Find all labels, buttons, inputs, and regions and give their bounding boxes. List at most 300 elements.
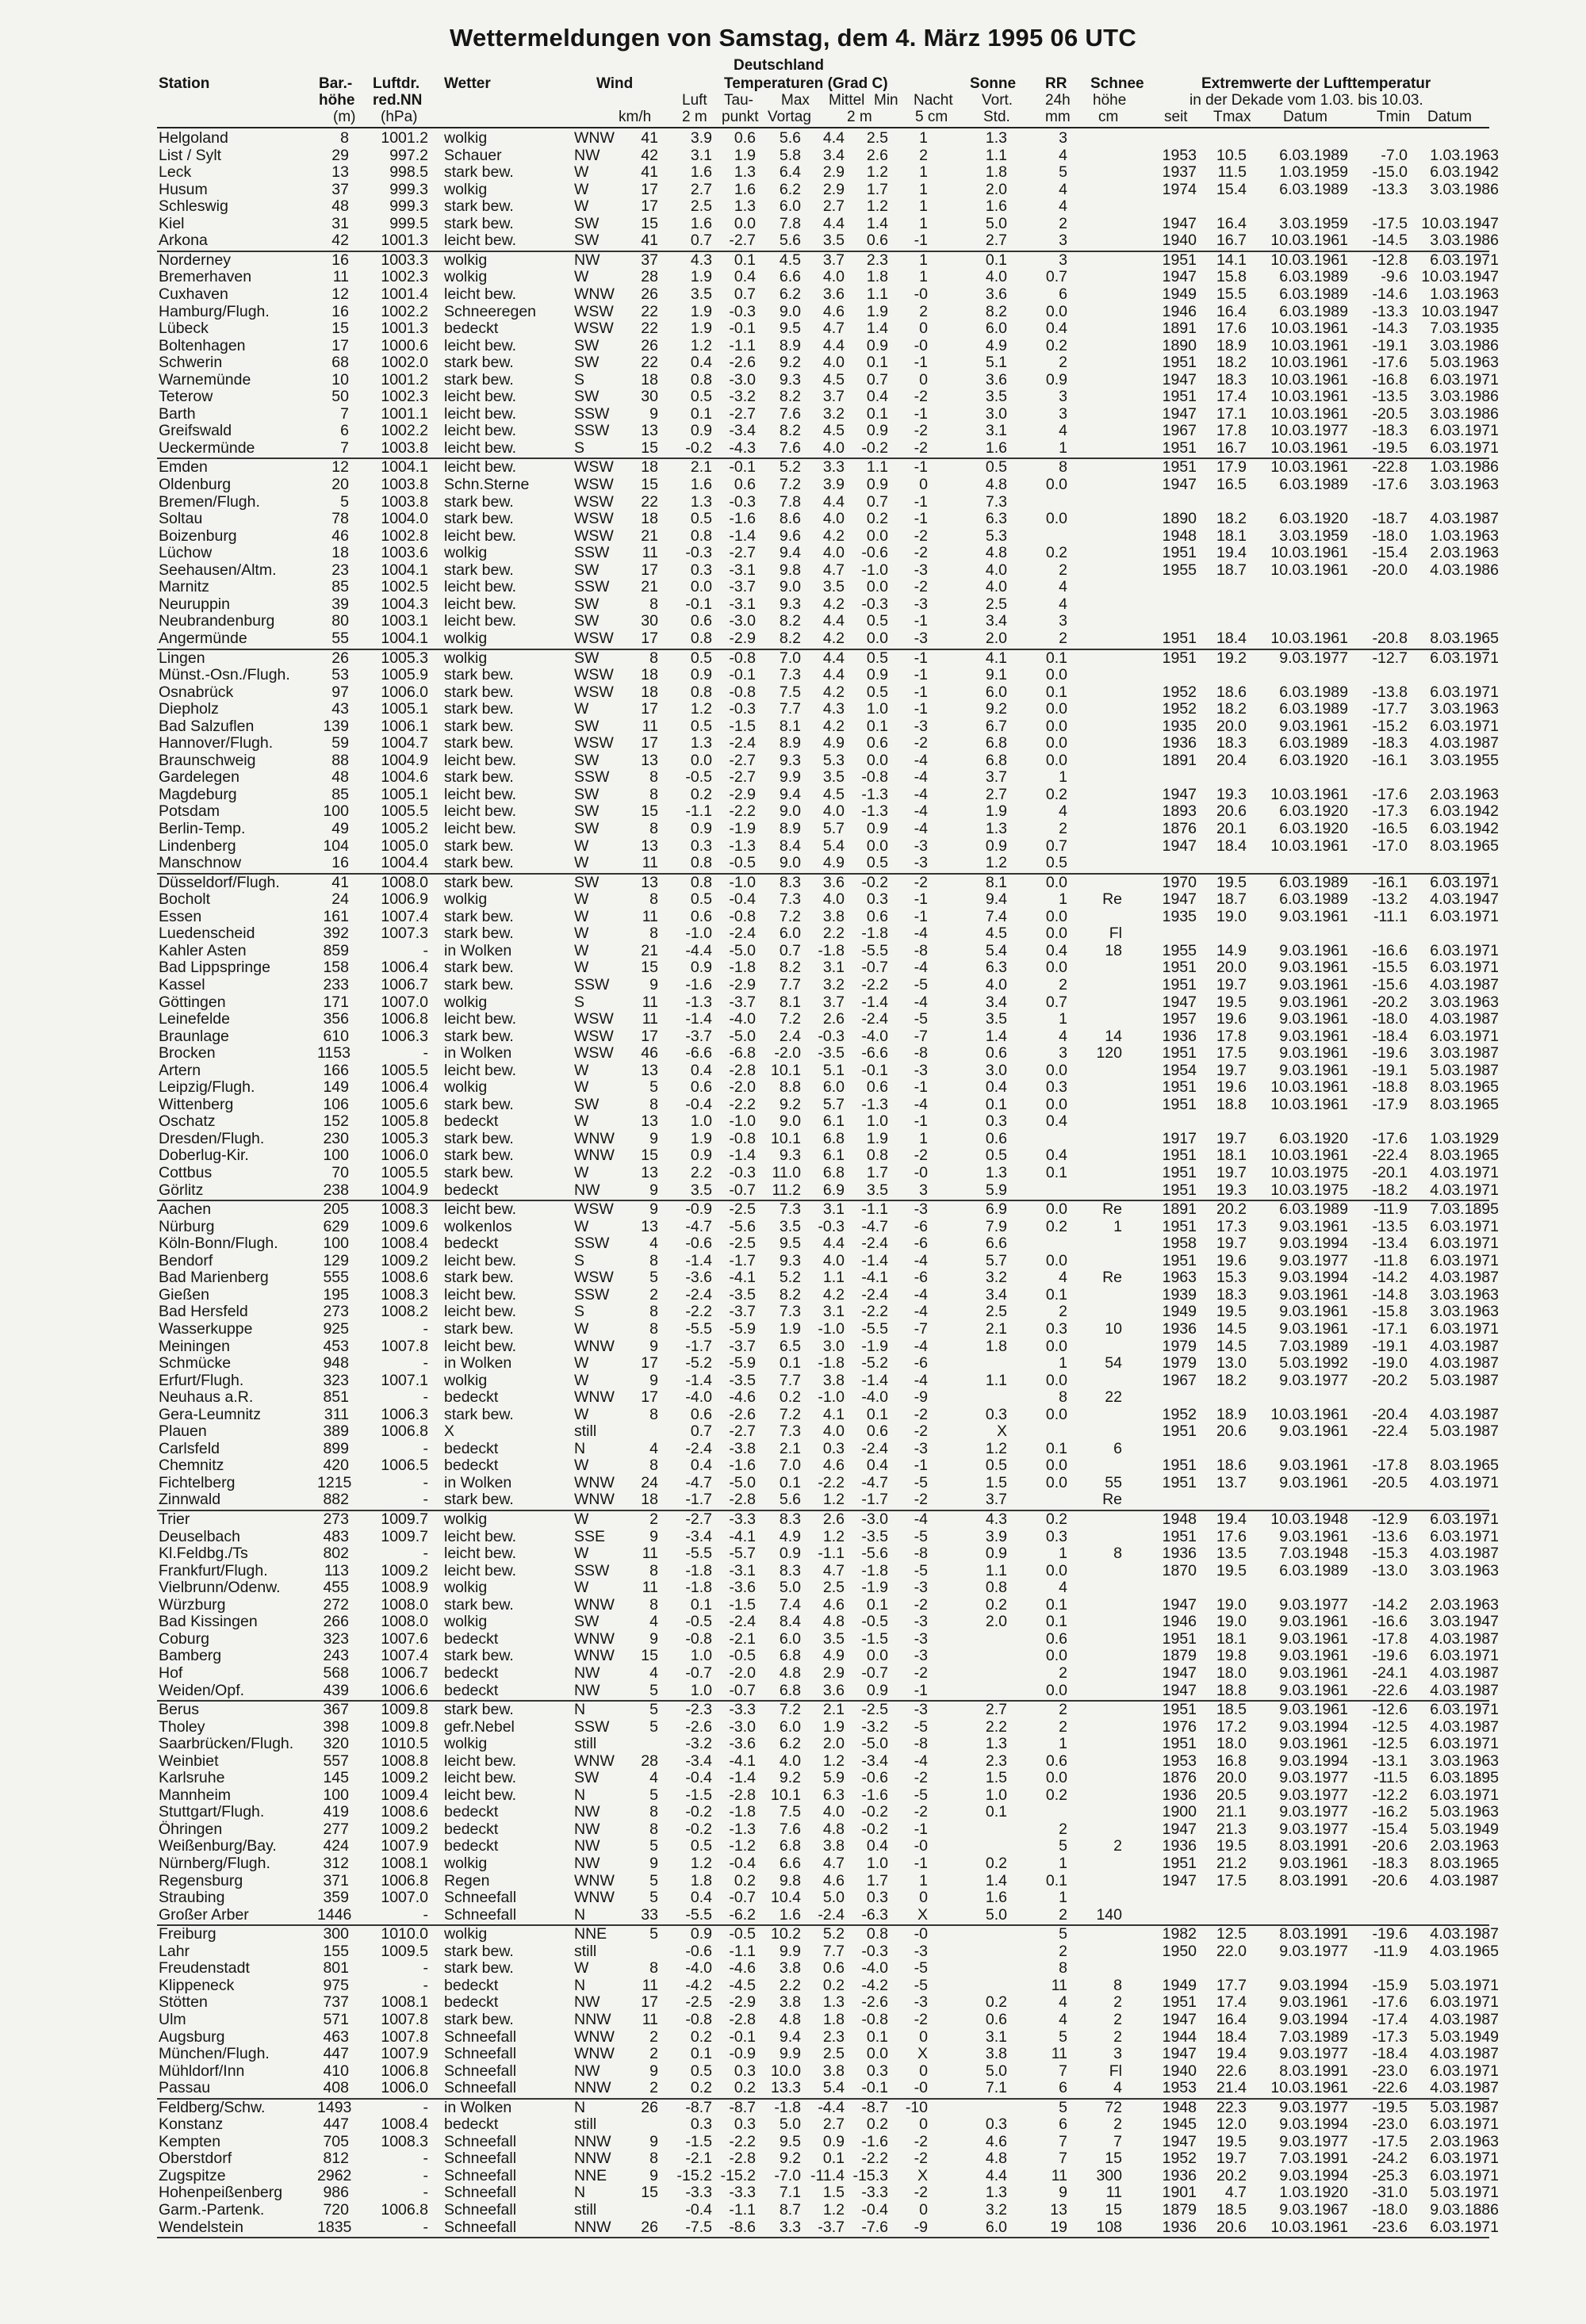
cell-temp-air: -0.6 [685, 1235, 712, 1253]
cell-ground-min: -8 [914, 1545, 928, 1563]
cell-weather: in Wolken [444, 941, 512, 959]
cell-ground-min: -4 [914, 802, 928, 821]
cell-temp-max: 3.3 [779, 2218, 801, 2236]
cell-ground-min: 0 [919, 2115, 928, 2134]
cell-sunshine: 3.5 [985, 388, 1007, 406]
cell-temp-air: -5.5 [685, 1319, 712, 1338]
cell-station: Oschatz [159, 1112, 216, 1131]
cell-dewpoint: -5.9 [729, 1354, 756, 1373]
cell-tmin-date: 6.03.1971 [1430, 2150, 1499, 2168]
cell-tmax-date: 9.03.1994 [1279, 1717, 1348, 1736]
table-row [0, 1045, 1586, 1062]
cell-dewpoint: -3.6 [729, 1579, 756, 1597]
cell-temp-air: 0.5 [690, 717, 712, 735]
cell-weather: stark bew. [444, 354, 514, 372]
cell-height: 371 [323, 1871, 349, 1889]
cell-precip: 1 [1059, 1889, 1067, 1907]
cell-precip: 4 [1059, 1993, 1067, 2012]
cell-wind-dir: W [574, 180, 589, 198]
cell-since: 1901 [1162, 2184, 1197, 2202]
cell-temp-mean: 3.4 [822, 146, 845, 164]
cell-since: 1979 [1162, 1337, 1197, 1355]
cell-temp-mean: 4.0 [822, 438, 845, 457]
cell-tmin-date: 8.03.1965 [1430, 1457, 1499, 1475]
cell-wind-speed: 26 [641, 336, 658, 354]
cell-precip: 0.2 [1045, 336, 1067, 354]
cell-tmax-date: 7.03.1989 [1279, 1337, 1348, 1355]
cell-dewpoint: -1.3 [729, 1820, 756, 1838]
cell-temp-min: -0.2 [861, 873, 888, 891]
table-row [0, 130, 1586, 147]
cell-sunshine: 7.9 [985, 1217, 1007, 1235]
cell-temp-max: 5.6 [779, 1491, 801, 1509]
cell-precip: 6 [1059, 285, 1067, 303]
cell-temp-air: 3.1 [690, 146, 712, 164]
cell-temp-mean: 4.4 [822, 129, 845, 147]
cell-tmin: -16.5 [1372, 820, 1408, 837]
cell-tmax-date: 9.03.1961 [1279, 1647, 1348, 1665]
cell-pressure: 1008.6 [381, 1269, 428, 1287]
cell-ground-min: -2 [914, 1595, 928, 1614]
cell-height: 16 [331, 302, 349, 320]
cell-height: 17 [331, 336, 349, 354]
cell-ground-min: 1 [919, 214, 928, 232]
cell-since: 1955 [1162, 941, 1197, 959]
cell-tmax: 18.2 [1216, 700, 1247, 718]
cell-height: 41 [331, 873, 349, 891]
cell-temp-mean: 4.2 [822, 717, 845, 735]
cell-ground-min: 0 [919, 2201, 928, 2219]
cell-weather: wolkig [444, 1613, 488, 1631]
cell-ground-min: 1 [919, 129, 928, 147]
cell-temp-max: 9.6 [779, 526, 801, 545]
cell-tmax: 18.1 [1216, 526, 1247, 545]
cell-tmax: 14.5 [1216, 1319, 1247, 1338]
cell-tmax-date: 10.03.1961 [1270, 404, 1348, 423]
cell-temp-min: 1.9 [866, 1129, 888, 1147]
cell-since: 1948 [1162, 1510, 1197, 1528]
cell-snow: 140 [1096, 1905, 1122, 1924]
cell-weather: leicht bew. [444, 1061, 517, 1079]
cell-tmin: -19.0 [1372, 1354, 1408, 1373]
cell-sunshine: 5.3 [985, 526, 1007, 545]
cell-wind-dir: NNW [574, 2010, 611, 2028]
cell-tmin-date: 4.03.1987 [1430, 1337, 1499, 1355]
cell-dewpoint: -0.7 [729, 1681, 756, 1699]
cell-precip: 4 [1059, 1579, 1067, 1597]
cell-temp-min: 0.4 [866, 388, 888, 406]
cell-station: Trier [159, 1510, 190, 1528]
cell-temp-mean: 3.5 [822, 232, 845, 250]
cell-tmax-date: 7.03.1989 [1279, 2027, 1348, 2046]
cell-weather: leicht bew. [444, 232, 517, 250]
cell-weather: wolkig [444, 1579, 488, 1597]
cell-tmin: -22.4 [1372, 1147, 1408, 1165]
cell-pressure: 1008.1 [381, 1993, 428, 2012]
cell-wind-dir: WNW [574, 1647, 615, 1665]
cell-pressure: - [423, 941, 428, 959]
cell-pressure: 1006.3 [381, 1027, 428, 1045]
cell-station: Schleswig [159, 197, 228, 216]
col-nacht: Nacht [914, 92, 953, 109]
cell-tmin-date: 6.03.1971 [1430, 941, 1499, 959]
cell-dewpoint: -3.0 [729, 1717, 756, 1736]
cell-sunshine: 4.8 [985, 544, 1007, 562]
cell-tmax: 18.5 [1216, 2201, 1247, 2219]
cell-dewpoint: -2.2 [729, 1095, 756, 1113]
cell-ground-min: -4 [914, 1337, 928, 1355]
cell-pressure: 1005.0 [381, 837, 428, 855]
cell-station: Zinnwald [159, 1491, 221, 1509]
cell-pressure: 1002.8 [381, 526, 428, 545]
cell-tmin-date: 6.03.1971 [1430, 1027, 1499, 1045]
cell-weather: bedeckt [444, 1976, 499, 1994]
cell-temp-mean: 4.0 [822, 354, 845, 372]
cell-temp-max: 10.1 [771, 1129, 801, 1147]
cell-wind-speed: 33 [641, 1905, 658, 1924]
cell-temp-max: 10.1 [771, 1786, 801, 1804]
cell-station: Emden [159, 458, 208, 477]
cell-weather: bedeckt [444, 1629, 499, 1648]
cell-height: 55 [331, 629, 349, 647]
cell-height: 410 [323, 2062, 349, 2080]
col-tmin: Tmin [1377, 109, 1411, 125]
cell-dewpoint: -0.1 [729, 2027, 756, 2046]
cell-station: Ulm [159, 2010, 186, 2028]
cell-weather: stark bew. [444, 1942, 514, 1960]
cell-ground-min: -3 [914, 854, 928, 872]
cell-ground-min: 0 [919, 2062, 928, 2080]
col-min: Min [874, 92, 898, 109]
cell-precip: 0.0 [1045, 1095, 1067, 1113]
cell-tmax-date: 9.03.1977 [1279, 2098, 1348, 2116]
cell-temp-min: 0.5 [866, 854, 888, 872]
cell-temp-min: 0.9 [866, 336, 888, 354]
cell-since: 1952 [1162, 683, 1197, 701]
cell-since: 1974 [1162, 180, 1197, 198]
cell-wind-speed: 5 [649, 1925, 658, 1943]
cell-station: Bamberg [159, 1647, 222, 1665]
cell-weather: stark bew. [444, 197, 514, 216]
cell-height: 483 [323, 1527, 349, 1545]
table-row [0, 1943, 1586, 1961]
cell-station: Kassel [159, 975, 205, 994]
cell-dewpoint: -3.7 [729, 1337, 756, 1355]
cell-tmax: 19.6 [1216, 1078, 1247, 1097]
table-row [0, 875, 1586, 892]
cell-wind-dir: S [574, 1251, 585, 1269]
cell-temp-min: 0.3 [866, 1889, 888, 1907]
cell-height: 100 [323, 1147, 349, 1165]
cell-wind-dir: WNW [574, 285, 615, 303]
table-row [0, 1269, 1586, 1287]
cell-station: Kahler Asten [159, 941, 247, 959]
cell-tmax: 16.5 [1216, 476, 1247, 493]
cell-wind-dir: SSW [574, 422, 610, 440]
cell-dewpoint: -6.8 [729, 1044, 756, 1062]
cell-height: 1493 [317, 2098, 352, 2116]
cell-ground-min: -3 [914, 561, 928, 579]
cell-wind-speed: 11 [642, 907, 658, 925]
cell-tmin: -7.0 [1381, 146, 1408, 164]
cell-height: 272 [323, 1595, 349, 1614]
cell-ground-min: -6 [914, 1235, 928, 1253]
cell-height: 195 [323, 1285, 349, 1304]
cell-tmax-date: 6.03.1989 [1279, 700, 1348, 718]
cell-height: 812 [323, 2150, 349, 2168]
cell-dewpoint: -0.5 [729, 1925, 756, 1943]
cell-temp-max: 9.9 [779, 2045, 801, 2063]
cell-precip: 0.2 [1045, 544, 1067, 562]
cell-ground-min: -9 [914, 1388, 928, 1407]
cell-tmax-date: 9.03.1961 [1279, 1010, 1348, 1028]
cell-tmax-date: 1.03.1959 [1279, 163, 1348, 182]
cell-wind-dir: W [574, 1371, 589, 1389]
cell-station: Hamburg/Flugh. [159, 302, 270, 320]
cell-wind-speed: 15 [641, 959, 658, 977]
cell-temp-mean: 4.4 [822, 214, 845, 232]
cell-wind-speed: 8 [649, 2150, 658, 2168]
table-row [0, 354, 1586, 372]
table-row [0, 164, 1586, 182]
cell-ground-min: 1 [919, 180, 928, 198]
cell-dewpoint: -2.8 [729, 2150, 756, 2168]
cell-wind-dir: still [574, 1422, 597, 1441]
cell-temp-min: 2.5 [866, 129, 888, 147]
cell-wind-dir: SW [574, 802, 600, 821]
cell-tmin: -11.9 [1373, 1200, 1408, 1219]
cell-tmax-date: 9.03.1961 [1279, 1701, 1348, 1719]
cell-since: 1879 [1162, 2201, 1197, 2219]
cell-temp-mean: 2.3 [822, 2027, 845, 2046]
cell-temp-mean: 4.2 [822, 526, 845, 545]
cell-weather: stark bew. [444, 700, 514, 718]
cell-tmin-date: 4.03.1987 [1430, 2045, 1499, 2063]
cell-temp-min: 0.0 [866, 837, 888, 855]
cell-temp-min: -2.2 [861, 975, 888, 994]
cell-wind-dir: WNW [574, 1147, 615, 1165]
cell-weather: stark bew. [444, 717, 514, 735]
cell-wind-dir: W [574, 700, 589, 718]
table-row [0, 389, 1586, 406]
cell-temp-air: -1.4 [685, 1371, 712, 1389]
cell-ground-min: -2 [914, 2132, 928, 2150]
col-schnee-3: cm [1098, 109, 1119, 125]
table-row [0, 2080, 1586, 2097]
cell-temp-max: 4.8 [779, 2010, 801, 2028]
cell-sunshine: 4.8 [985, 476, 1007, 493]
cell-temp-air: 1.9 [690, 1129, 712, 1147]
cell-snow: Fl [1109, 2062, 1122, 2080]
cell-dewpoint: -5.0 [729, 1473, 756, 1491]
cell-pressure: 1001.3 [381, 320, 428, 338]
cell-tmax: 20.1 [1216, 820, 1247, 837]
cell-dewpoint: -3.7 [729, 578, 756, 596]
cell-sunshine: 4.6 [985, 2132, 1007, 2150]
cell-ground-min: -9 [914, 2218, 928, 2236]
cell-tmax-date: 3.03.1959 [1279, 214, 1348, 232]
cell-wind-dir: WSW [574, 666, 614, 684]
cell-height: 16 [331, 854, 349, 872]
cell-dewpoint: -0.5 [729, 854, 756, 872]
cell-since: 1982 [1162, 1925, 1197, 1943]
cell-pressure: 1004.7 [381, 734, 428, 752]
cell-tmax: 19.3 [1216, 785, 1247, 803]
cell-temp-min: -0.8 [861, 2010, 888, 2028]
cell-tmin: -13.8 [1372, 683, 1408, 701]
cell-wind-dir: WSW [574, 526, 614, 545]
cell-temp-mean: 3.6 [822, 285, 845, 303]
cell-wind-dir: WNW [574, 1337, 615, 1355]
cell-sunshine: 3.0 [985, 404, 1007, 423]
cell-temp-mean: 6.8 [822, 1129, 845, 1147]
cell-tmax: 18.5 [1216, 1701, 1247, 1719]
cell-temp-min: -1.0 [861, 561, 888, 579]
table-row [0, 1457, 1586, 1475]
cell-precip: 2 [1059, 820, 1067, 837]
cell-dewpoint: -5.0 [729, 941, 756, 959]
cell-sunshine: 1.5 [985, 1769, 1007, 1787]
cell-since: 1952 [1162, 700, 1197, 718]
cell-ground-min: -4 [914, 785, 928, 803]
cell-temp-min: 0.4 [866, 1837, 888, 1855]
cell-pressure: 1009.4 [381, 1786, 428, 1804]
cell-temp-min: 0.0 [866, 751, 888, 769]
cell-weather: stark bew. [444, 1595, 514, 1614]
cell-temp-max: 7.8 [779, 492, 801, 511]
cell-temp-min: 0.3 [866, 890, 888, 909]
cell-sunshine: 2.3 [985, 1752, 1007, 1770]
cell-tmin-date: 4.03.1971 [1430, 1473, 1499, 1491]
cell-pressure: 1009.5 [381, 1942, 428, 1960]
cell-tmin: -18.4 [1372, 1027, 1408, 1045]
cell-height: 166 [323, 1061, 349, 1079]
cell-pressure: 1004.9 [381, 1181, 428, 1199]
cell-precip: 2 [1059, 1701, 1067, 1719]
cell-tmin-date: 10.03.1947 [1421, 214, 1499, 232]
cell-sunshine: 1.9 [985, 802, 1007, 821]
cell-precip: 0.2 [1045, 1786, 1067, 1804]
cell-dewpoint: -3.2 [729, 388, 756, 406]
cell-weather: bedeckt [444, 1681, 499, 1699]
cell-height: 568 [323, 1664, 349, 1682]
cell-temp-max: 7.5 [779, 1803, 801, 1821]
table-row [0, 1648, 1586, 1665]
cell-temp-mean: 0.9 [822, 2132, 845, 2150]
cell-wind-speed: 8 [649, 768, 658, 787]
cell-temp-max: 6.2 [779, 1735, 801, 1753]
cell-temp-max: 6.6 [779, 1855, 801, 1872]
cell-tmax-date: 9.03.1961 [1279, 1422, 1348, 1441]
cell-temp-max: 6.0 [779, 925, 801, 943]
cell-wind-speed: 13 [641, 1112, 658, 1131]
cell-temp-max: 6.0 [779, 1717, 801, 1736]
cell-tmin-date: 2.03.1963 [1430, 1595, 1499, 1614]
cell-pressure: 1009.8 [381, 1701, 428, 1719]
cell-pressure: 1006.9 [381, 890, 428, 909]
cell-since: 1893 [1162, 802, 1197, 821]
cell-ground-min: -4 [914, 1285, 928, 1304]
cell-temp-mean: 6.1 [822, 1147, 845, 1165]
cell-tmin: -19.6 [1372, 1044, 1408, 1062]
cell-temp-min: 0.5 [866, 649, 888, 667]
cell-sunshine: 5.4 [985, 941, 1007, 959]
cell-wind-speed: 9 [649, 1181, 658, 1199]
col-tau-2: punkt [722, 109, 759, 125]
cell-wind-dir: still [574, 1942, 597, 1960]
cell-tmin-date: 6.03.1971 [1430, 438, 1499, 457]
cell-temp-mean: 2.5 [822, 2045, 845, 2063]
cell-temp-mean: 4.3 [822, 700, 845, 718]
cell-temp-air: 1.2 [690, 700, 712, 718]
cell-temp-max: 9.8 [779, 561, 801, 579]
cell-station: Wasserkuppe [159, 1319, 253, 1338]
cell-wind-dir: W [574, 1959, 589, 1978]
cell-dewpoint: -4.6 [729, 1959, 756, 1978]
cell-temp-air: 2.7 [690, 180, 712, 198]
cell-temp-air: 2.2 [690, 1164, 712, 1181]
cell-tmin: -14.2 [1372, 1595, 1408, 1614]
table-row [0, 338, 1586, 355]
cell-since: 1951 [1162, 1422, 1197, 1441]
cell-pressure: 1004.9 [381, 751, 428, 769]
cell-tmax-date: 10.03.1961 [1270, 354, 1348, 372]
cell-tmax: 14.9 [1216, 941, 1247, 959]
cell-precip: 11 [1051, 2045, 1067, 2063]
cell-wind-speed: 5 [649, 1889, 658, 1907]
cell-tmin: -15.0 [1372, 163, 1408, 182]
cell-weather: stark bew. [444, 492, 514, 511]
cell-tmin-date: 6.03.1971 [1430, 2115, 1499, 2134]
cell-tmin: -17.0 [1372, 837, 1408, 855]
cell-temp-air: 1.6 [690, 476, 712, 493]
cell-station: Konstanz [159, 2115, 224, 2134]
cell-tmax: 20.2 [1216, 2166, 1247, 2184]
cell-tmax: 18.1 [1216, 1629, 1247, 1648]
cell-tmin-date: 3.03.1963 [1430, 993, 1499, 1011]
cell-height: 801 [323, 1959, 349, 1978]
cell-sunshine: 1.5 [985, 1473, 1007, 1491]
cell-temp-max: 9.5 [779, 320, 801, 338]
cell-station: Hohenpeißenberg [159, 2184, 283, 2202]
cell-temp-min: 0.5 [866, 683, 888, 701]
cell-wind-dir: SW [574, 336, 600, 354]
cell-weather: leicht bew. [444, 336, 517, 354]
cell-precip: 11 [1051, 2166, 1067, 2184]
cell-dewpoint: 0.6 [734, 129, 756, 147]
cell-tmax: 20.0 [1216, 717, 1247, 735]
cell-since: 1947 [1162, 2132, 1197, 2150]
cell-ground-min: -0 [914, 1164, 928, 1181]
cell-weather: wolkig [444, 180, 488, 198]
cell-tmin: -18.0 [1372, 1010, 1408, 1028]
cell-tmin: -17.7 [1372, 700, 1408, 718]
cell-precip: 0.0 [1045, 1561, 1067, 1579]
cell-temp-max: 7.1 [779, 2184, 801, 2202]
cell-station: Plauen [159, 1422, 207, 1441]
cell-ground-min: -7 [914, 1319, 928, 1338]
cell-tmin: -12.2 [1372, 1786, 1408, 1804]
cell-sunshine: 1.8 [985, 163, 1007, 182]
cell-sunshine: 4.3 [985, 1510, 1007, 1528]
cell-since: 1947 [1162, 370, 1197, 389]
cell-tmin: -25.3 [1372, 2166, 1408, 2184]
cell-temp-air: 0.0 [690, 751, 712, 769]
cell-temp-mean: 4.1 [822, 1405, 845, 1423]
cell-sunshine: 4.0 [985, 975, 1007, 994]
cell-pressure: 1002.3 [381, 388, 428, 406]
cell-ground-min: -4 [914, 1095, 928, 1113]
